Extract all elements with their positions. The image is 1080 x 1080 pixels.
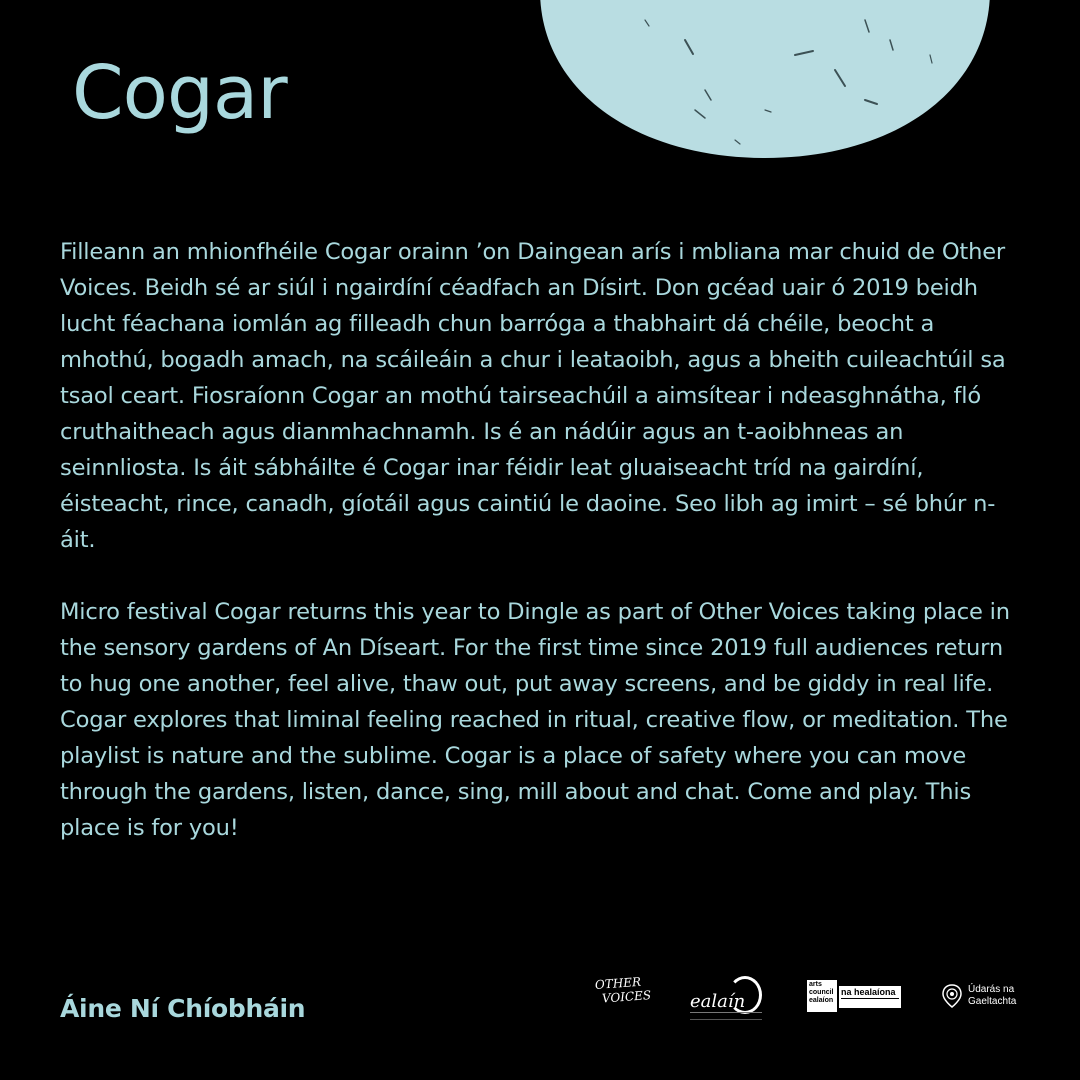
arts-council-logo-line1: arts bbox=[809, 981, 822, 988]
sponsor-logos bbox=[590, 970, 1030, 1030]
arts-council-logo-block bbox=[807, 980, 837, 1012]
udaras-logo-line2: Gaeltachta bbox=[968, 996, 1017, 1007]
paragraph-english: Micro festival Cogar returns this year to Dingle as part of Other Voices taking place in the sensory gardens of An Díseart. For the first time since 2019 full audiences return to hug one another, feel alive, thaw out, put away screens, and be giddy in real life. Cogar explores that liminal feeling reached in ritual, creative flow, or meditation. The playlist is nature and the sublime. Cogar is a place of safety where you can move through the gardens, listen, dance, sing, mill about and chat. Come and play. This place is for you! bbox=[60, 599, 1010, 841]
ealain-logo-tagline-rule bbox=[690, 1012, 762, 1020]
ealain-logo-ring-icon bbox=[728, 976, 762, 1014]
other-voices-logo bbox=[595, 974, 654, 1022]
author-name: Áine Ní Chíobháin bbox=[60, 994, 306, 1023]
udaras-na-gaeltachta-logo bbox=[942, 982, 1032, 1012]
other-voices-logo-line2: VOICES bbox=[601, 988, 652, 1006]
page-title: Cogar bbox=[72, 50, 287, 136]
paragraph-irish: Filleann an mhionfhéile Cogar orainn ’on Daingean arís i mbliana mar chuid de Other Voices. Beidh sé ar siúl i ngairdíní céadfach an Dísirt. Don gcéad uair ó 2019 beidh lucht féachana iomlán ag filleadh chun barróga a thabhairt dá chéile, beocht a mhothú, bogadh amach, na scáileáin a chur i leataoibh, agus a bheith cuileachtúil sa tsaol ceart. Fiosraíonn Cogar an mothú tairseachúil a aimsítear i ndeasghnátha, fló cruthaitheach agus dianmhachnamh. Is é an nádúir agus an t-aoibhneas an seinnliosta. Is áit sábháilte é Cogar inar féidir leat gluaiseacht tríd na gairdíní, éisteacht, rince, canadh, gíotáil agus caintiú le daoine. Seo libh ag imirt – sé bhúr n-áit. bbox=[60, 239, 1006, 553]
ealain-logo-word: ealaín bbox=[690, 991, 746, 1012]
moon-illustration bbox=[535, 0, 995, 160]
arts-council-logo-line3: ealaíon bbox=[809, 997, 834, 1004]
other-voices-logo-line1: OTHER bbox=[594, 974, 642, 992]
udaras-mark-icon bbox=[942, 984, 962, 1008]
udaras-logo-text bbox=[968, 984, 1016, 1008]
ealain-logo bbox=[686, 974, 766, 1022]
arts-council-logo bbox=[807, 980, 901, 1012]
arts-council-logo-irish-block bbox=[839, 986, 901, 1008]
arts-council-logo-line2: council bbox=[809, 989, 834, 996]
udaras-logo-line1: Údarás na bbox=[968, 984, 1015, 995]
body-text bbox=[60, 234, 1030, 846]
arts-council-logo-irish-name: na healaíona bbox=[841, 987, 899, 999]
